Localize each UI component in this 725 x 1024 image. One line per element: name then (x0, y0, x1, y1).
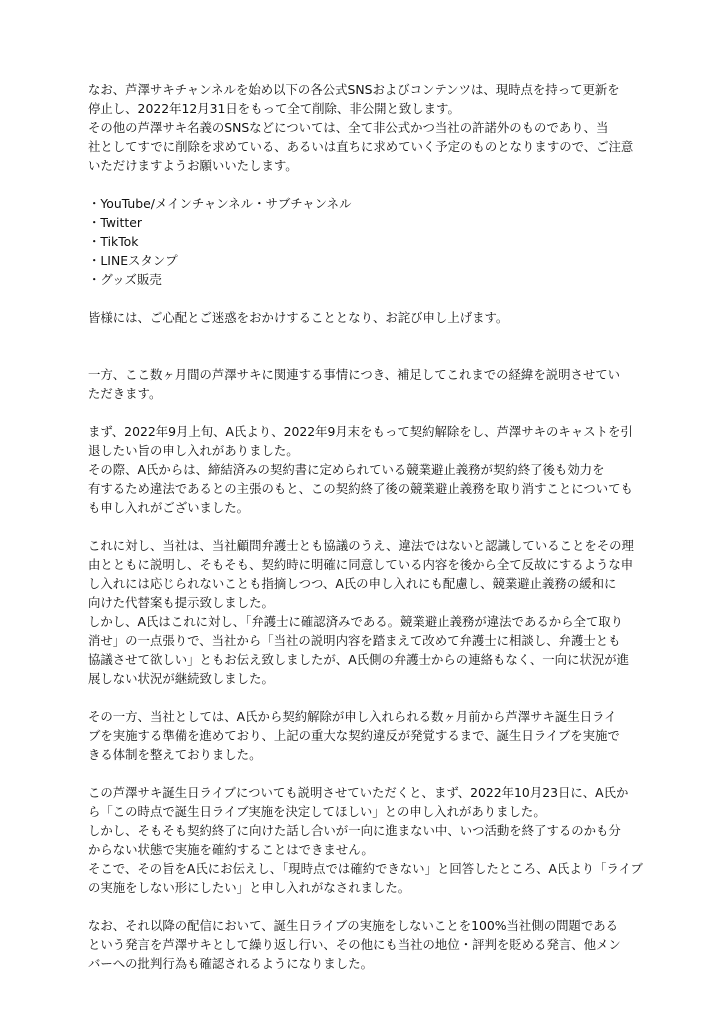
document-page (88, 80, 648, 973)
text-line: いただけますようお願いいたします。 (88, 158, 298, 173)
paragraph-company-response (88, 536, 648, 688)
text-line: という発言を芦澤サキとして繰り返し行い、その他にも当社の地位・評判を貶める発言、他メン (88, 937, 621, 952)
list-item: ・LINEスタンプ (88, 253, 178, 268)
text-line: も申し入れがございました。 (88, 500, 250, 515)
paragraph-birthday-live-prep (88, 707, 648, 764)
text-line: バーへの批判行為も確認されるようになりました。 (88, 956, 373, 971)
text-line: ただきます。 (88, 386, 162, 401)
text-line: この芦澤サキ誕生日ライブについても説明させていただくと、まず、2022年10月23日に、A氏か (88, 785, 629, 800)
text-line: 一方、ここ数ヶ月間の芦澤サキに関連する事情につき、補足してこれまでの経緯を説明させてい (88, 367, 621, 382)
paragraph-subsequent-conduct (88, 916, 648, 973)
text-line: なお、芦澤サキチャンネルを始め以下の各公式SNSおよびコンテンツは、現時点を持って更新を (88, 82, 620, 97)
text-line: その際、A氏からは、締結済みの契約書に定められている競業避止義務が契約終了後も効力を (88, 462, 605, 477)
text-line: 停止し、2022年12月31日をもって全て削除、非公開と致します。 (88, 101, 460, 116)
text-line: 退したい旨の申し入れがありました。 (88, 443, 299, 458)
text-line: まず、2022年9月上旬、A氏より、2022年9月末をもって契約解除をし、芦澤サキのキャストを引 (88, 424, 633, 439)
text-line: その他の芦澤サキ名義のSNSなどについては、全て非公式かつ当社の許諾外のものであり、当 (88, 120, 609, 135)
paragraph-apology (88, 308, 648, 327)
paragraph-contract-termination (88, 422, 648, 517)
text-line: し入れには応じられないことも指摘しつつ、A氏の申し入れにも配慮し、競業避止義務の緩和に (88, 576, 617, 591)
text-line: その一方、当社としては、A氏から契約解除が申し入れられる数ヶ月前から芦澤サキ誕生日ライ (88, 709, 617, 724)
list-item: ・TikTok (88, 234, 139, 249)
text-line: 消せ」の一点張りで、当社から「当社の説明内容を踏まえて改めて弁護士に相談し、弁護士とも (88, 633, 621, 648)
text-line: の実施をしない形にしたい」と申し入れがなされました。 (88, 880, 411, 895)
text-line: そこで、その旨をA氏にお伝えし、「現時点では確約できない」と回答したところ、A氏より「ライブ (88, 861, 643, 876)
list-item: ・YouTube/メインチャンネル・サブチャンネル (88, 196, 352, 211)
text-line: 展しない状況が継続致しました。 (88, 671, 274, 686)
text-line: 協議させて欲しい」ともお伝え致しましたが、A氏側の弁護士からの連絡もなく、一向に状況が進 (88, 652, 630, 667)
paragraph-background-intro (88, 365, 648, 403)
text-line: 皆様には、ご心配とご迷惑をおかけすることとなり、お詫び申し上げます。 (88, 310, 509, 325)
text-line: なお、それ以降の配信において、誕生日ライブの実施をしないことを100%当社側の問題である (88, 918, 619, 933)
text-line: しかし、A氏はこれに対し、「弁護士に確認済みである。競業避止義務が違法であるから全て取り (88, 614, 624, 629)
text-line: これに対し、当社は、当社顧問弁護士とも協議のうえ、違法ではないと認識していることをその理 (88, 538, 634, 553)
text-line: しかし、そもそも契約終了に向けた話し合いが一向に進まない中、いつ活動を終了するのかも分 (88, 823, 621, 838)
paragraph-birthday-live-details (88, 783, 648, 897)
list-item: ・Twitter (88, 215, 142, 230)
text-line: きる体制を整えておりました。 (88, 747, 262, 762)
text-line: からない状態で実施を確約することはできません。 (88, 842, 374, 857)
text-line: 由とともに説明し、そもそも、契約時に明確に同意している内容を後から全て反故にするような申 (88, 557, 634, 572)
paragraph-account-closure (88, 80, 648, 175)
text-line: 有するため違法であるとの主張のもと、この契約終了後の競業避止義務を取り消すことについても (88, 481, 633, 496)
text-line: 向けた代替案も提示致しました。 (88, 595, 274, 610)
text-line: ら「この時点で誕生日ライブ実施を決定してほしい」との申し入れがありました。 (88, 804, 546, 819)
content-list (88, 194, 648, 289)
text-line: ブを実施する準備を進めており、上記の重大な契約違反が発覚するまで、誕生日ライブを実施で (88, 728, 620, 743)
text-line: 社としてすでに削除を求めている、あるいは直ちに求めていく予定のものとなりますので、ご注意 (88, 139, 634, 154)
list-item: ・グッズ販売 (88, 272, 162, 287)
